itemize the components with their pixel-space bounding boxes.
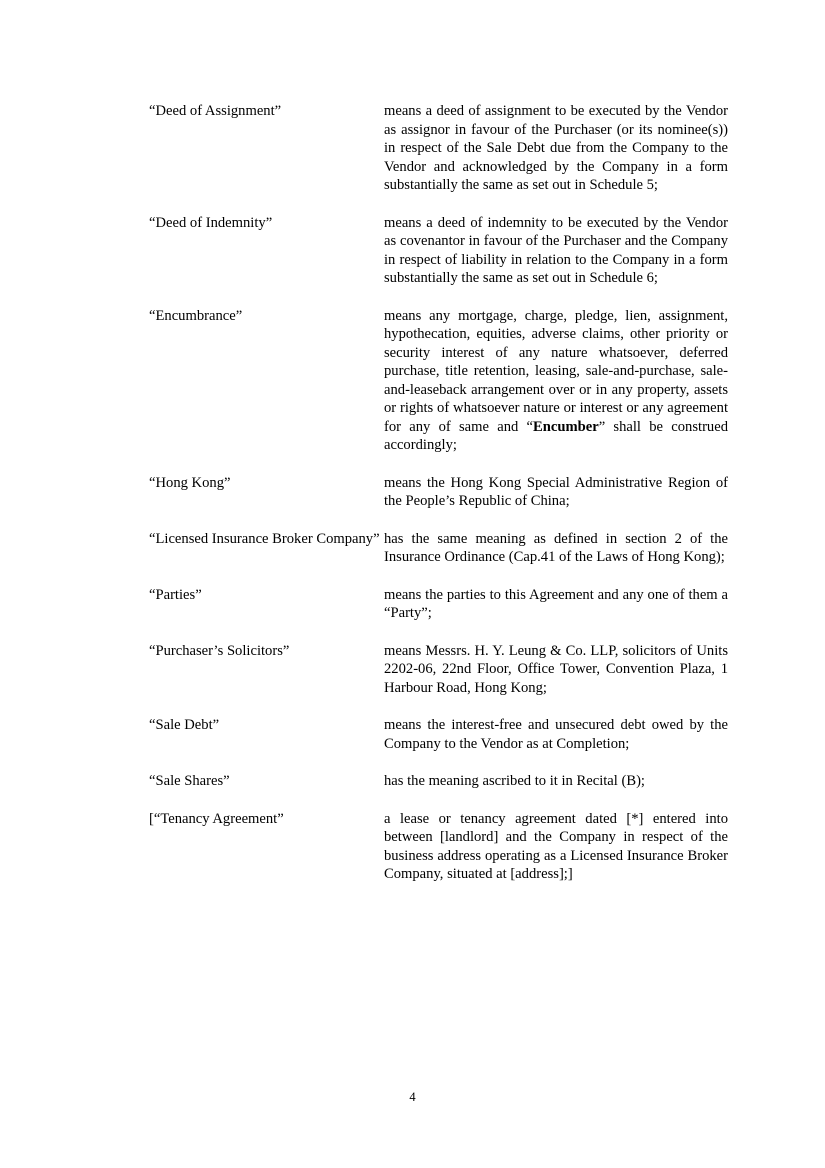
definition-term: [“Tenancy Agreement” xyxy=(149,810,284,827)
definition-entry-encumbrance xyxy=(149,307,729,455)
definition-meaning: has the meaning ascribed to it in Recital (B); xyxy=(384,773,645,789)
definition-entry-tenancy-agreement xyxy=(149,810,729,884)
definition-term: “Deed of Assignment” xyxy=(149,103,282,119)
definition-meaning xyxy=(384,307,728,455)
definition-term: “Sale Shares” xyxy=(149,773,230,789)
definition-term: “Parties” xyxy=(149,586,202,603)
defined-word-encumber: Encumber xyxy=(533,418,599,435)
definition-entry-purchasers-solicitors xyxy=(149,642,729,698)
definition-meaning: means the parties to this Agreement and any one of them a “Party”; xyxy=(384,586,728,621)
definition-entry-deed-of-assignment xyxy=(149,102,729,195)
definition-meaning: means the interest-free and unsecured debt owed by the Company to the Vendor as at Completion; xyxy=(384,717,728,752)
definition-meaning-text: ” shall be construed accordingly; xyxy=(384,418,728,453)
definition-meaning: means the Hong Kong Special Administrative Region of the People’s Republic of China; xyxy=(384,474,728,509)
page-number: 4 xyxy=(409,1090,416,1104)
definitions-list xyxy=(149,102,729,884)
definition-meaning: means Messrs. H. Y. Leung & Co. LLP, solicitors of Units 2202-06, 22nd Floor, Office Tower, Convention Plaza, 1 Harbour Road, Hong Kong; xyxy=(384,642,728,696)
definition-term: “Licensed Insurance Broker Company” xyxy=(149,530,380,547)
definition-term: “Hong Kong” xyxy=(149,474,231,491)
definition-meaning: means a deed of indemnity to be executed by the Vendor as covenantor in favour of the Purchaser and the Company in respect of liability in relation to the Company in a form substantially the same as set out in Schedule 6; xyxy=(384,214,728,286)
definition-meaning-text: means any mortgage, charge, pledge, lien, assignment, hypothecation, equities, adverse claims, other priority or security interest of any nature whatsoever, deferred purchase, title retention, leasing, sale-and-purchase, sale-and-leaseback arrangement over or in any property, assets or rights of whatsoever nature or interest or any agreement for any of same and “ xyxy=(384,307,728,435)
definition-term: “Purchaser’s Solicitors” xyxy=(149,642,290,659)
definition-term: “Encumbrance” xyxy=(149,307,243,324)
definition-term: “Sale Debt” xyxy=(149,717,220,733)
definition-meaning: means a deed of assignment to be executed by the Vendor as assignor in favour of the Purchaser (or its nominee(s)) in respect of the Sale Debt due from the Company to the Vendor and acknowledged by the Company in a form substantially the same as set out in Schedule 5; xyxy=(384,103,728,193)
definition-entry-licensed-insurance-broker-company xyxy=(149,530,729,567)
definition-entry-sale-shares xyxy=(149,772,729,791)
definition-term: “Deed of Indemnity” xyxy=(149,214,273,231)
definition-entry-deed-of-indemnity xyxy=(149,214,729,288)
definition-meaning: a lease or tenancy agreement dated [*] entered into between [landlord] and the Company in respect of the business address operating as a Licensed Insurance Broker Company, situated at [address];] xyxy=(384,810,728,882)
definition-meaning: has the same meaning as defined in section 2 of the Insurance Ordinance (Cap.41 of the Laws of Hong Kong); xyxy=(384,530,728,565)
definition-entry-hong-kong xyxy=(149,474,729,511)
definition-entry-sale-debt xyxy=(149,716,729,753)
definition-entry-parties xyxy=(149,586,729,623)
